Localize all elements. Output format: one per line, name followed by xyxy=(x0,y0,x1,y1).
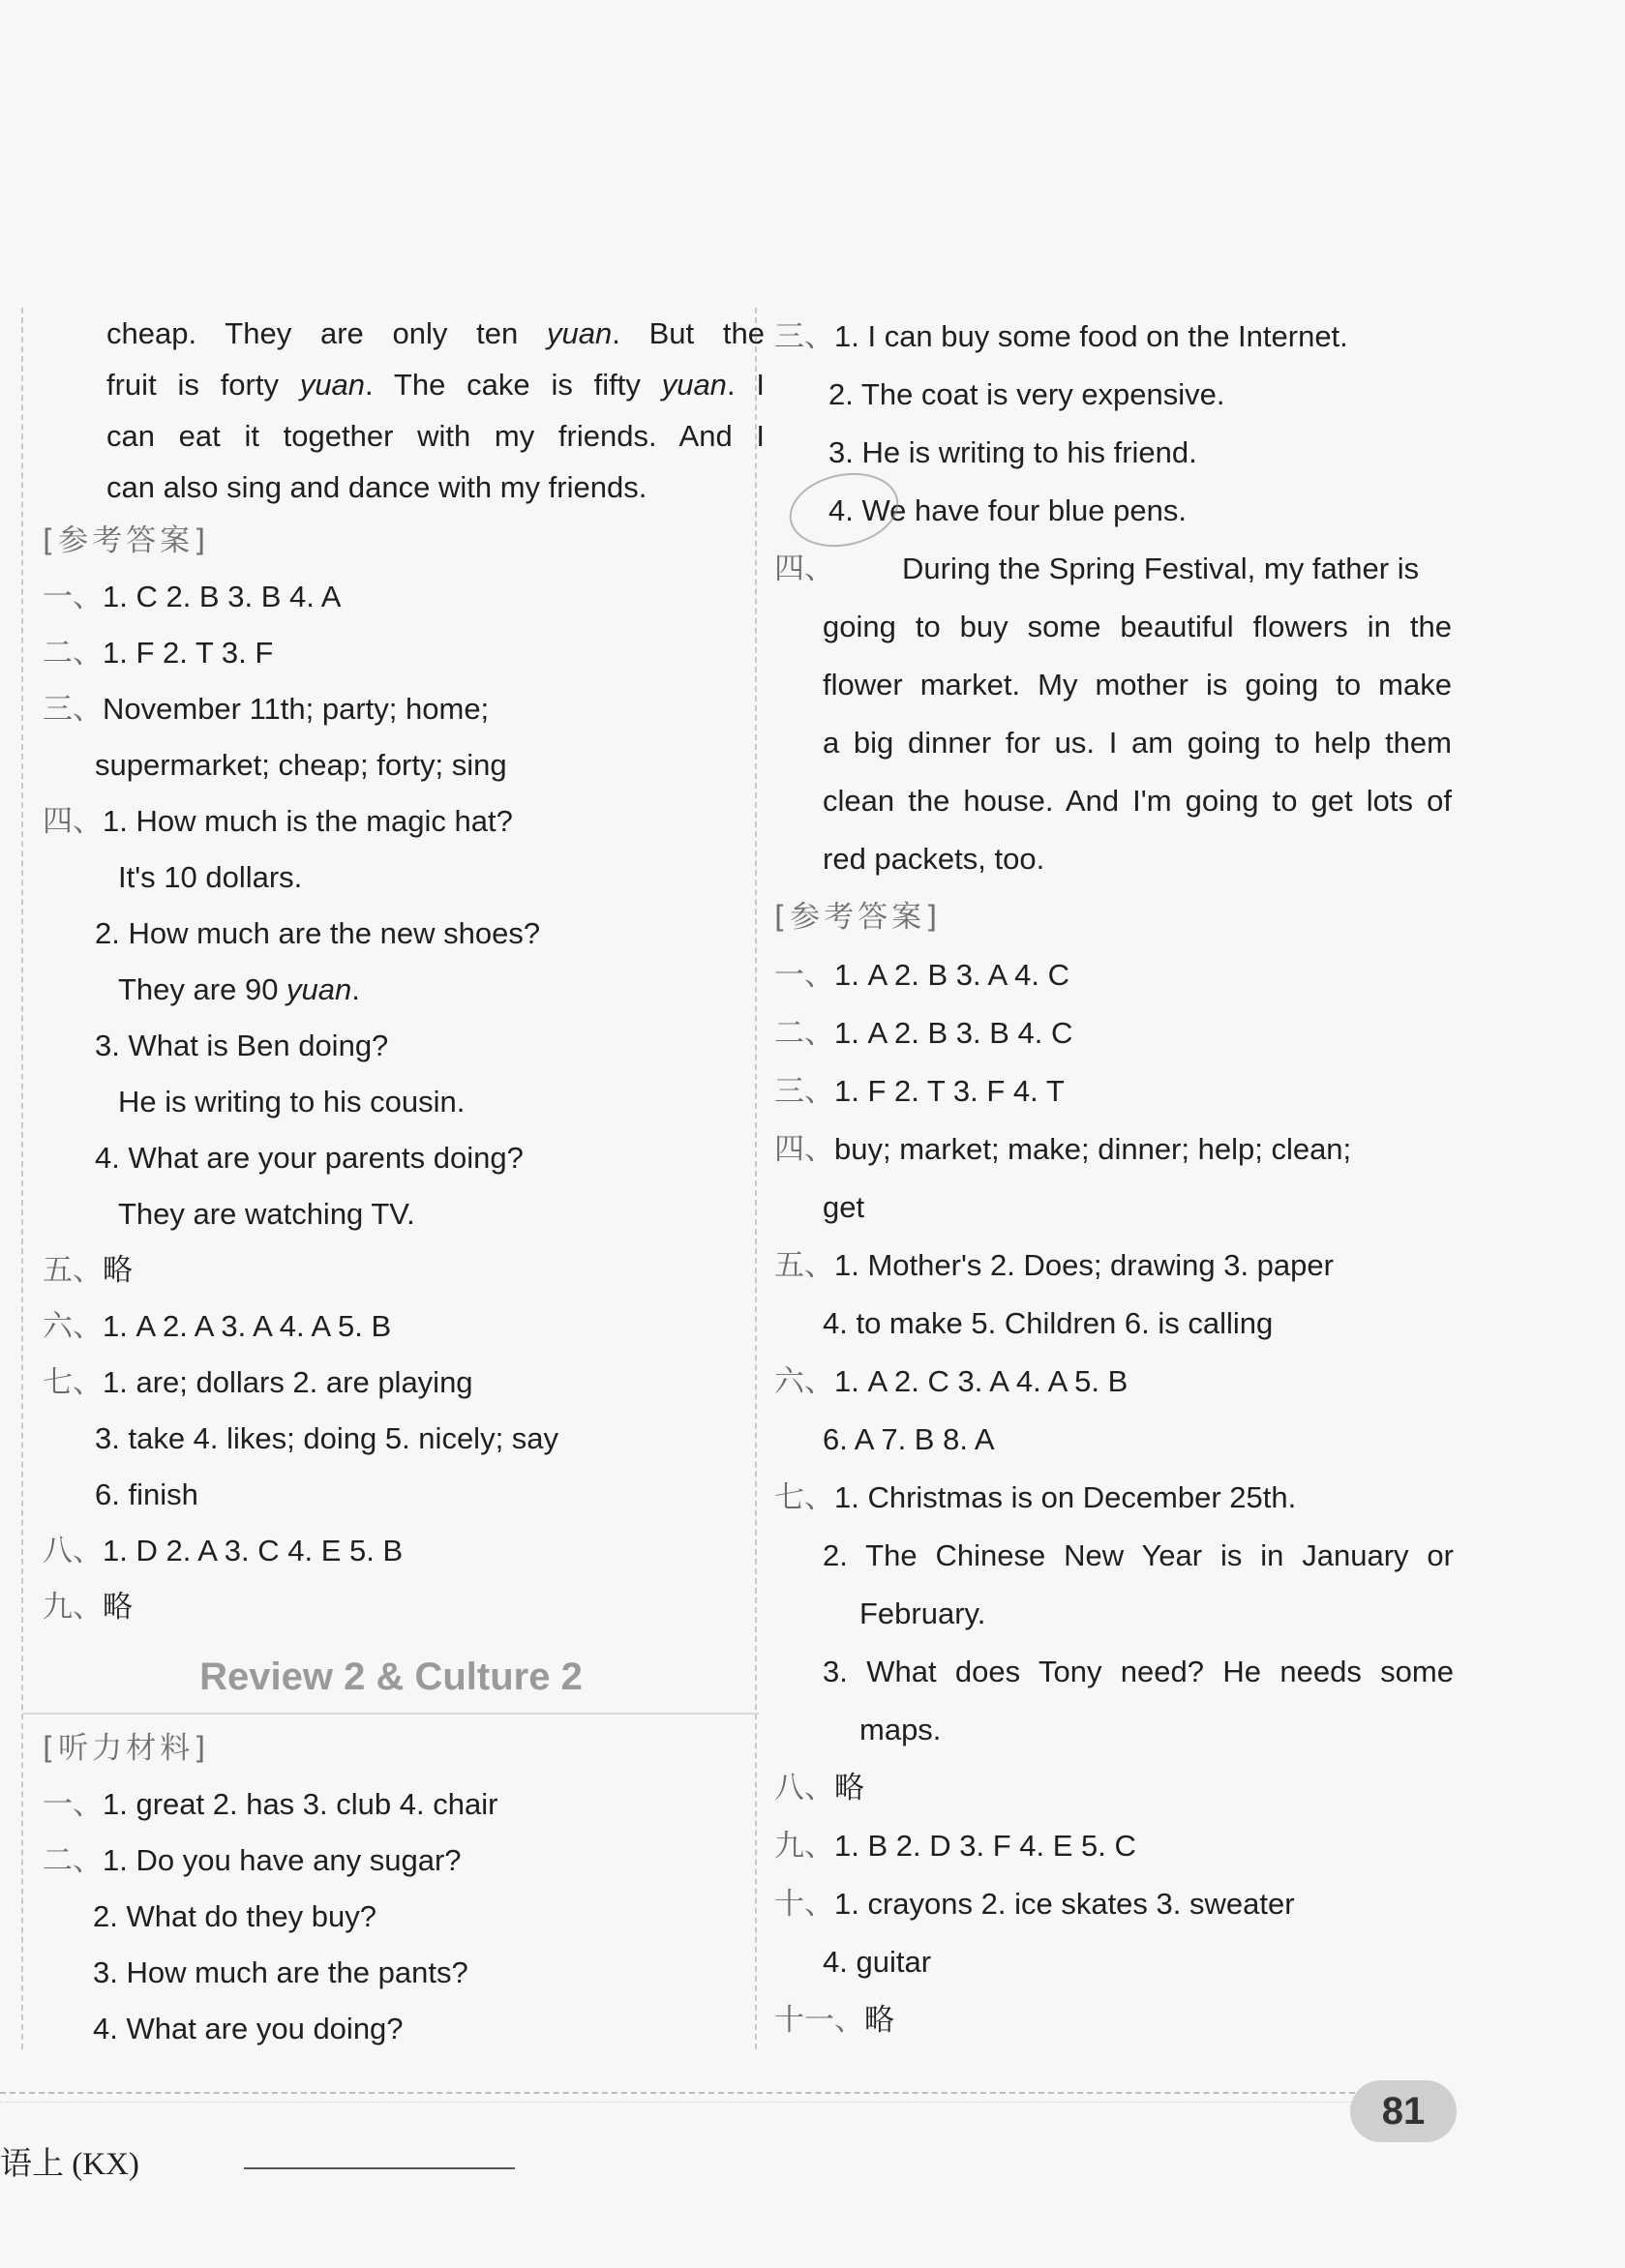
footer-book-label: 语上 (KX) xyxy=(0,2147,139,2182)
title-separator xyxy=(23,1713,759,1715)
passage-line: cheap. They are only ten yuan. But the xyxy=(106,316,766,350)
passage-line: going to buy some beautiful flowers in the xyxy=(823,610,1452,643)
answer-section-3-cont: supermarket; cheap; forty; sing xyxy=(95,748,507,782)
answer-4-2: They are 90 yuan. xyxy=(118,972,360,1006)
answer-section-3: 三、1. F 2. T 3. F 4. T xyxy=(774,1074,1065,1109)
reference-answer-header: [参考答案] xyxy=(774,900,942,935)
answer-section-5: 五、略 xyxy=(43,1253,133,1288)
answer-section-5: 五、1. Mother's 2. Does; drawing 3. paper xyxy=(774,1248,1334,1283)
listening-2-2: 2. What do they buy? xyxy=(93,1899,376,1933)
answer-section-10-line2: 4. guitar xyxy=(823,1945,932,1979)
answer-section-7-line2: 3. take 4. likes; doing 5. nicely; say xyxy=(95,1421,559,1455)
answer-section-11: 十一、略 xyxy=(774,2003,894,2038)
passage-line: can eat it together with my friends. And I xyxy=(106,419,765,453)
right-column xyxy=(774,308,1471,2049)
answer-section-8: 八、略 xyxy=(774,1771,864,1805)
answer-4-3: He is writing to his cousin. xyxy=(118,1085,466,1119)
listening-section-1: 一、1. great 2. has 3. club 4. chair xyxy=(43,1787,498,1822)
answer-section-9: 九、略 xyxy=(43,1590,133,1625)
page-number: 81 xyxy=(1350,2080,1457,2142)
answer-section-2: 二、1. A 2. B 3. B 4. C xyxy=(774,1016,1073,1051)
answer-4-4: They are watching TV. xyxy=(118,1197,415,1231)
answer-section-7-line3: 6. finish xyxy=(95,1477,198,1511)
listening-3-2: 2. The coat is very expensive. xyxy=(828,377,1225,411)
listening-section-3: 三、1. I can buy some food on the Internet. xyxy=(774,319,1348,354)
answer-section-4: 四、1. How much is the magic hat? xyxy=(43,804,513,839)
answer-7-2: 2. The Chinese New Year is in January or xyxy=(823,1538,1454,1572)
listening-section-4: 四、 During the Spring Festival, my father is xyxy=(774,552,1420,586)
listening-2-4: 4. What are you doing? xyxy=(93,2012,404,2045)
listening-2-3: 3. How much are the pants? xyxy=(93,1955,468,1989)
answer-section-4: 四、buy; market; make; dinner; help; clean; xyxy=(774,1132,1352,1167)
left-margin-line xyxy=(21,308,23,2049)
passage-line: fruit is forty yuan. The cake is fifty yuan. I xyxy=(106,368,765,402)
passage-line: clean the house. And I'm going to get lots of xyxy=(823,784,1452,818)
reference-answer-header: [参考答案] xyxy=(43,523,210,558)
answer-section-6: 六、1. A 2. C 3. A 4. A 5. B xyxy=(774,1364,1128,1399)
passage-line: can also sing and dance with my friends. xyxy=(106,470,647,504)
answer-section-7: 七、1. Christmas is on December 25th. xyxy=(774,1480,1297,1515)
answer-section-8: 八、1. D 2. A 3. C 4. E 5. B xyxy=(43,1534,404,1568)
answer-4-1: It's 10 dollars. xyxy=(118,860,303,894)
answer-section-2: 二、1. F 2. T 3. F xyxy=(43,636,274,671)
answer-7-2-cont: February. xyxy=(859,1597,986,1630)
answer-section-6-line2: 6. A 7. B 8. A xyxy=(823,1422,995,1456)
passage-line: red packets, too. xyxy=(823,842,1045,876)
review-title: Review 2 & Culture 2 xyxy=(199,1656,583,1698)
question-4-2: 2. How much are the new shoes? xyxy=(95,916,541,950)
answer-section-1: 一、1. A 2. B 3. A 4. C xyxy=(774,958,1069,993)
answer-section-3: 三、November 11th; party; home; xyxy=(43,692,490,727)
footer-divider-dotted xyxy=(0,2102,1365,2103)
footer-divider xyxy=(0,2092,1365,2094)
answer-section-7: 七、1. are; dollars 2. are playing xyxy=(43,1365,473,1400)
answer-section-1: 一、1. C 2. B 3. B 4. A xyxy=(43,580,342,614)
listening-section-2: 二、1. Do you have any sugar? xyxy=(43,1843,462,1878)
answer-section-9: 九、1. B 2. D 3. F 4. E 5. C xyxy=(774,1829,1136,1864)
answer-7-3: 3. What does Tony need? He needs some xyxy=(823,1655,1454,1688)
listening-3-3: 3. He is writing to his friend. xyxy=(828,435,1197,469)
answer-section-6: 六、1. A 2. A 3. A 4. A 5. B xyxy=(43,1309,392,1344)
answer-section-5-line2: 4. to make 5. Children 6. is calling xyxy=(823,1306,1274,1340)
answer-7-3-cont: maps. xyxy=(859,1713,942,1746)
answer-section-4-cont: get xyxy=(823,1190,865,1224)
question-4-4: 4. What are your parents doing? xyxy=(95,1141,524,1175)
listening-3-4: 4. We have four blue pens. xyxy=(828,493,1187,527)
footer-underline xyxy=(244,2167,515,2169)
passage-continued xyxy=(43,308,765,513)
passage-line: a big dinner for us. I am going to help them xyxy=(823,726,1452,760)
passage-line: flower market. My mother is going to make xyxy=(823,668,1452,701)
listening-material-header: [听力材料] xyxy=(43,1731,210,1766)
left-column xyxy=(43,308,766,2057)
answer-section-10: 十、1. crayons 2. ice skates 3. sweater xyxy=(774,1887,1295,1922)
column-divider xyxy=(755,308,757,2049)
question-4-3: 3. What is Ben doing? xyxy=(95,1029,389,1062)
